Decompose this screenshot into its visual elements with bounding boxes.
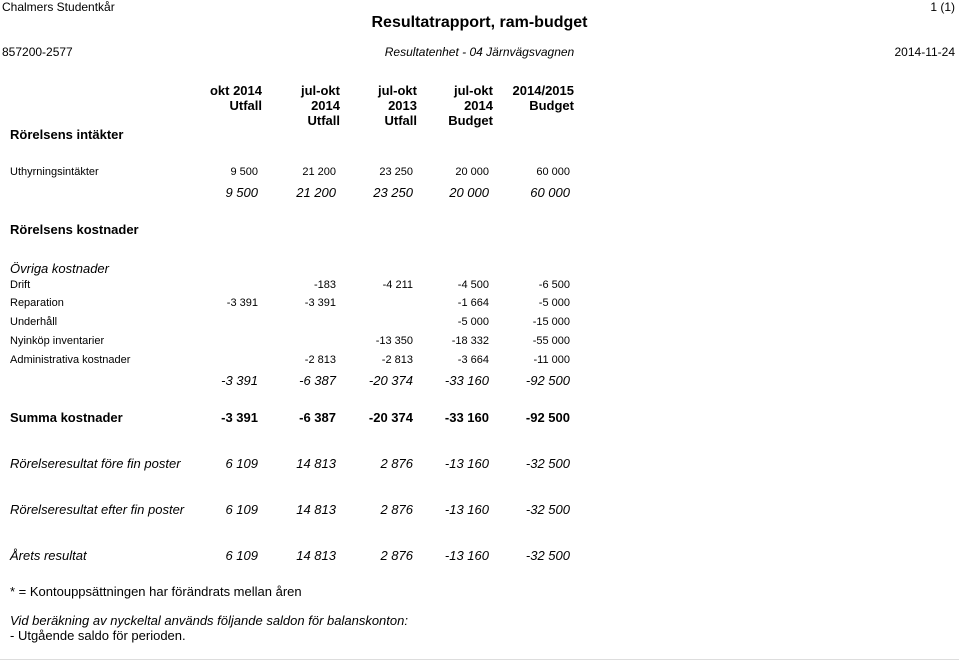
cell-value: 20 000	[455, 166, 489, 178]
result-value: 2 876	[380, 548, 413, 563]
result-label: Årets resultat	[10, 548, 87, 563]
sum-value: -6 387	[299, 410, 336, 425]
cell-value: 21 200	[302, 166, 336, 178]
org-name: Chalmers Studentkår	[2, 0, 115, 14]
cell-value: -5 000	[457, 316, 489, 328]
result-unit: Resultatenhet - 04 Järnvägsvagnen	[384, 45, 575, 59]
cell-value: -183	[313, 279, 336, 291]
cell-value: -6 500	[538, 279, 570, 291]
footnote-key-figures: Vid beräkning av nyckeltal används följande saldon för balanskonton:	[10, 613, 408, 628]
subtotal-value: -33 160	[444, 373, 489, 388]
subtotal-value: 20 000	[449, 185, 489, 200]
report-title: Resultatrapport, ram-budget	[371, 14, 588, 31]
section-heading-costs: Rörelsens kostnader	[10, 222, 139, 237]
result-value: -32 500	[525, 548, 570, 563]
sum-value: -92 500	[525, 410, 570, 425]
result-value: 6 109	[225, 548, 258, 563]
subtotal-value: -6 387	[299, 373, 336, 388]
result-value: -13 160	[444, 548, 489, 563]
footnote-closing-balance: - Utgående saldo för perioden.	[10, 628, 186, 643]
result-value: -32 500	[525, 502, 570, 517]
footnote-changed-accounts: * = Kontouppsättningen har förändrats mellan åren	[10, 584, 302, 599]
cell-value: -18 332	[451, 335, 489, 347]
column-header-julokt-2014-budget: jul-okt 2014 Budget	[448, 83, 493, 128]
column-header-julokt-2013-utfall: jul-okt 2013 Utfall	[378, 83, 417, 128]
row-label: Uthyrningsintäkter	[10, 166, 99, 178]
cell-value: 9 500	[230, 166, 258, 178]
section-heading-income: Rörelsens intäkter	[10, 127, 124, 142]
result-value: 14 813	[296, 502, 336, 517]
cell-value: -2 813	[381, 354, 413, 366]
result-value: -13 160	[444, 502, 489, 517]
subtotal-value: 23 250	[373, 185, 413, 200]
row-label: Underhåll	[10, 316, 58, 328]
result-value: 6 109	[225, 502, 258, 517]
result-value: 14 813	[296, 548, 336, 563]
cell-value: -4 211	[382, 279, 413, 291]
sum-value: -3 391	[221, 410, 258, 425]
result-value: 6 109	[225, 456, 258, 471]
cell-value: -2 813	[304, 354, 336, 366]
subtotal-value: 9 500	[225, 185, 258, 200]
page-number: 1 (1)	[930, 0, 955, 14]
row-label: Drift	[10, 279, 31, 291]
report-date: 2014-11-24	[894, 45, 955, 59]
row-label: Reparation	[10, 297, 64, 309]
subtotal-value: -3 391	[221, 373, 258, 388]
result-value: 14 813	[296, 456, 336, 471]
cell-value: -11 000	[533, 354, 570, 366]
row-label: Nyinköp inventarier	[10, 335, 105, 347]
cell-value: -1 664	[457, 297, 489, 309]
subtotal-value: 60 000	[530, 185, 570, 200]
cell-value: 60 000	[536, 166, 570, 178]
subtotal-value: -20 374	[368, 373, 413, 388]
cell-value: -4 500	[457, 279, 489, 291]
cell-value: -3 664	[457, 354, 489, 366]
result-value: 2 876	[380, 502, 413, 517]
cell-value: -13 350	[375, 335, 413, 347]
sum-label: Summa kostnader	[10, 410, 123, 425]
column-header-budget-2014-2015: 2014/2015 Budget	[512, 83, 574, 113]
account-number: 857200-2577	[2, 45, 73, 59]
cell-value: 23 250	[379, 166, 413, 178]
cell-value: -15 000	[532, 316, 570, 328]
result-value: 2 876	[380, 456, 413, 471]
sum-value: -20 374	[368, 410, 413, 425]
row-label: Administrativa kostnader	[10, 354, 131, 366]
subtotal-value: -92 500	[525, 373, 570, 388]
result-value: -32 500	[525, 456, 570, 471]
column-header-okt-utfall: okt 2014 Utfall	[209, 83, 262, 113]
result-label: Rörelseresultat före fin poster	[10, 456, 181, 471]
column-header-julokt-2014-utfall: jul-okt 2014 Utfall	[301, 83, 340, 128]
result-label: Rörelseresultat efter fin poster	[10, 502, 185, 517]
cell-value: -5 000	[538, 297, 570, 309]
cell-value: -3 391	[304, 297, 336, 309]
subtotal-value: 21 200	[296, 185, 336, 200]
sum-value: -33 160	[444, 410, 489, 425]
cell-value: -3 391	[226, 297, 258, 309]
page-bottom-divider	[0, 659, 959, 660]
result-value: -13 160	[444, 456, 489, 471]
cell-value: -55 000	[532, 335, 570, 347]
group-heading-other-costs: Övriga kostnader	[10, 261, 109, 276]
